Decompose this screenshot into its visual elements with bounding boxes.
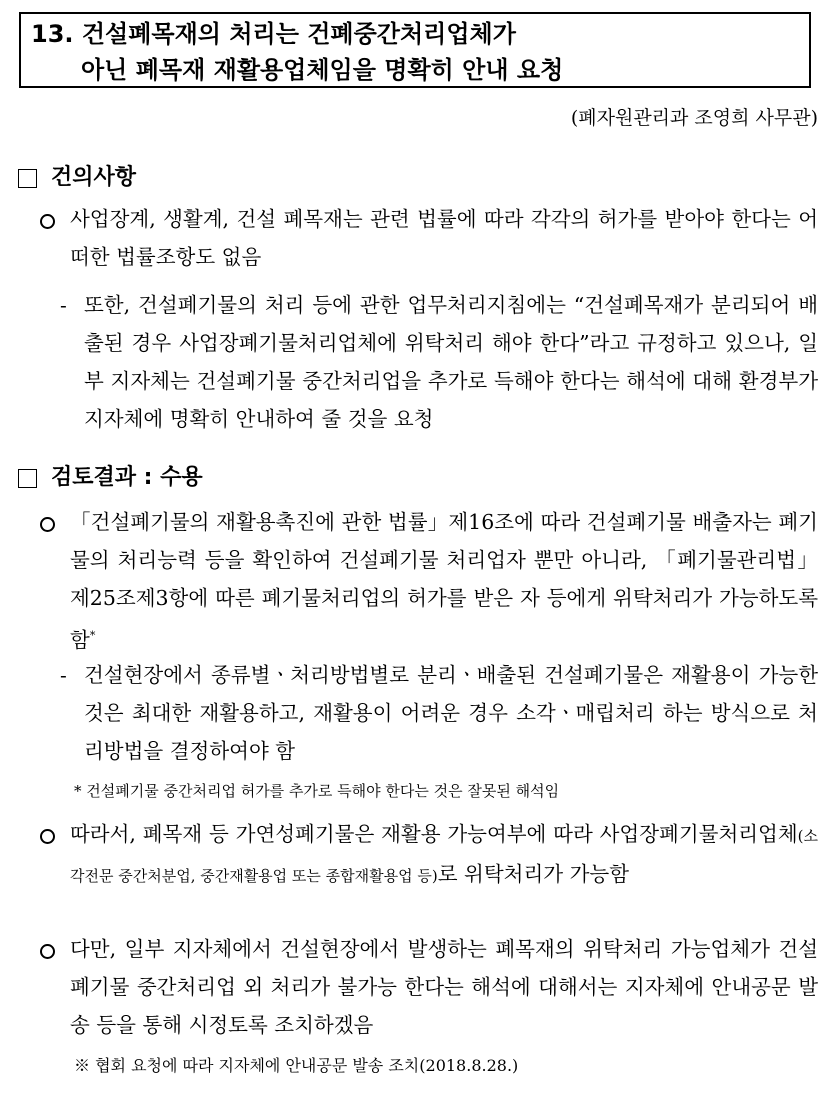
title-box [19,12,811,88]
result-item-3: 다만, 일부 지자체에서 건설현장에서 발생하는 폐목재의 위탁처리 가능업체가 건설폐기물 중간처리업 외 처리가 불가능 한다는 해석에 대해서는 지자체에 안내공문 발송 등을 통해 시정토록 조치하겠음 [70,937,818,1037]
result-item-1 [70,503,818,659]
byline: (폐자원관리과 조영희 사무관) [570,107,818,129]
circle-bullet-icon [40,829,55,844]
dash-bullet: - [60,293,67,317]
circle-bullet-icon [40,214,55,229]
circle-bullet-icon [40,517,55,532]
circle-bullet-icon [40,944,55,959]
section-heading-text: 검토결과 : 수용 [51,465,203,490]
result-item-2-text-b: 로 위탁처리가 가능함 [437,862,629,886]
action-note: ※ 협회 요청에 따라 지자체에 안내공문 발송 조치(2018.8.28.) [74,1056,519,1075]
square-bullet-icon [18,469,37,488]
footnote-marker: * [89,629,96,642]
footnote: * 건설폐기물 중간처리업 허가를 추가로 득해야 한다는 것은 잘못된 해석임 [74,782,560,800]
title-line-1: 13. 건설폐목재의 처리는 건폐중간처리업체가 [31,20,516,48]
result-item-2 [70,815,818,895]
section-heading-suggestion [18,163,136,193]
result-subitem-1: 건설현장에서 종류별ㆍ처리방법별로 분리ㆍ배출된 건설폐기물은 재활용이 가능한 것은 최대한 재활용하고, 재활용이 어려운 경우 소각ㆍ매립처리 하는 방식으로 처리방법을 결정하여야 함 [84,663,818,763]
suggestion-subitem-1: 또한, 건설폐기물의 처리 등에 관한 업무처리지침에는 “건설폐목재가 분리되어 배출된 경우 사업장폐기물처리업체에 위탁처리 해야 한다”라고 규정하고 있으나, 일부 지자체는 건설폐기물 중간처리업을 추가로 득해야 한다는 해석에 대해 환경부가 지자체에 명확히 안내하여 줄 것을 요청 [84,293,818,431]
suggestion-item-1: 사업장계, 생활계, 건설 폐목재는 관련 법률에 따라 각각의 허가를 받아야 한다는 어떠한 법률조항도 없음 [70,207,818,269]
square-bullet-icon [18,169,37,188]
section-heading-text: 건의사항 [51,165,137,190]
dash-bullet: - [60,663,67,687]
result-item-2-text-a: 따라서, 폐목재 등 가연성폐기물은 재활용 가능여부에 따라 사업장폐기물처리업체 [70,822,798,846]
result-item-2-parenthetical: (소각전문 중간처분업, 중간재활용업 또는 종합재활용업 등) [70,827,818,885]
section-heading-result [18,463,203,493]
result-item-1-text: 「건설폐기물의 재활용촉진에 관한 법률」제16조에 따라 건설폐기물 배출자는 폐기물의 처리능력 등을 확인하여 건설폐기물 처리업자 뿐만 아니라, 「폐기물관리법」 제25조제3항에 따른 폐기물처리업의 허가를 받은 자 등에게 위탁처리가 가능하도록 함 [70,510,818,652]
title-line-2: 아닌 폐목재 재활용업체임을 명확히 안내 요청 [81,56,564,84]
